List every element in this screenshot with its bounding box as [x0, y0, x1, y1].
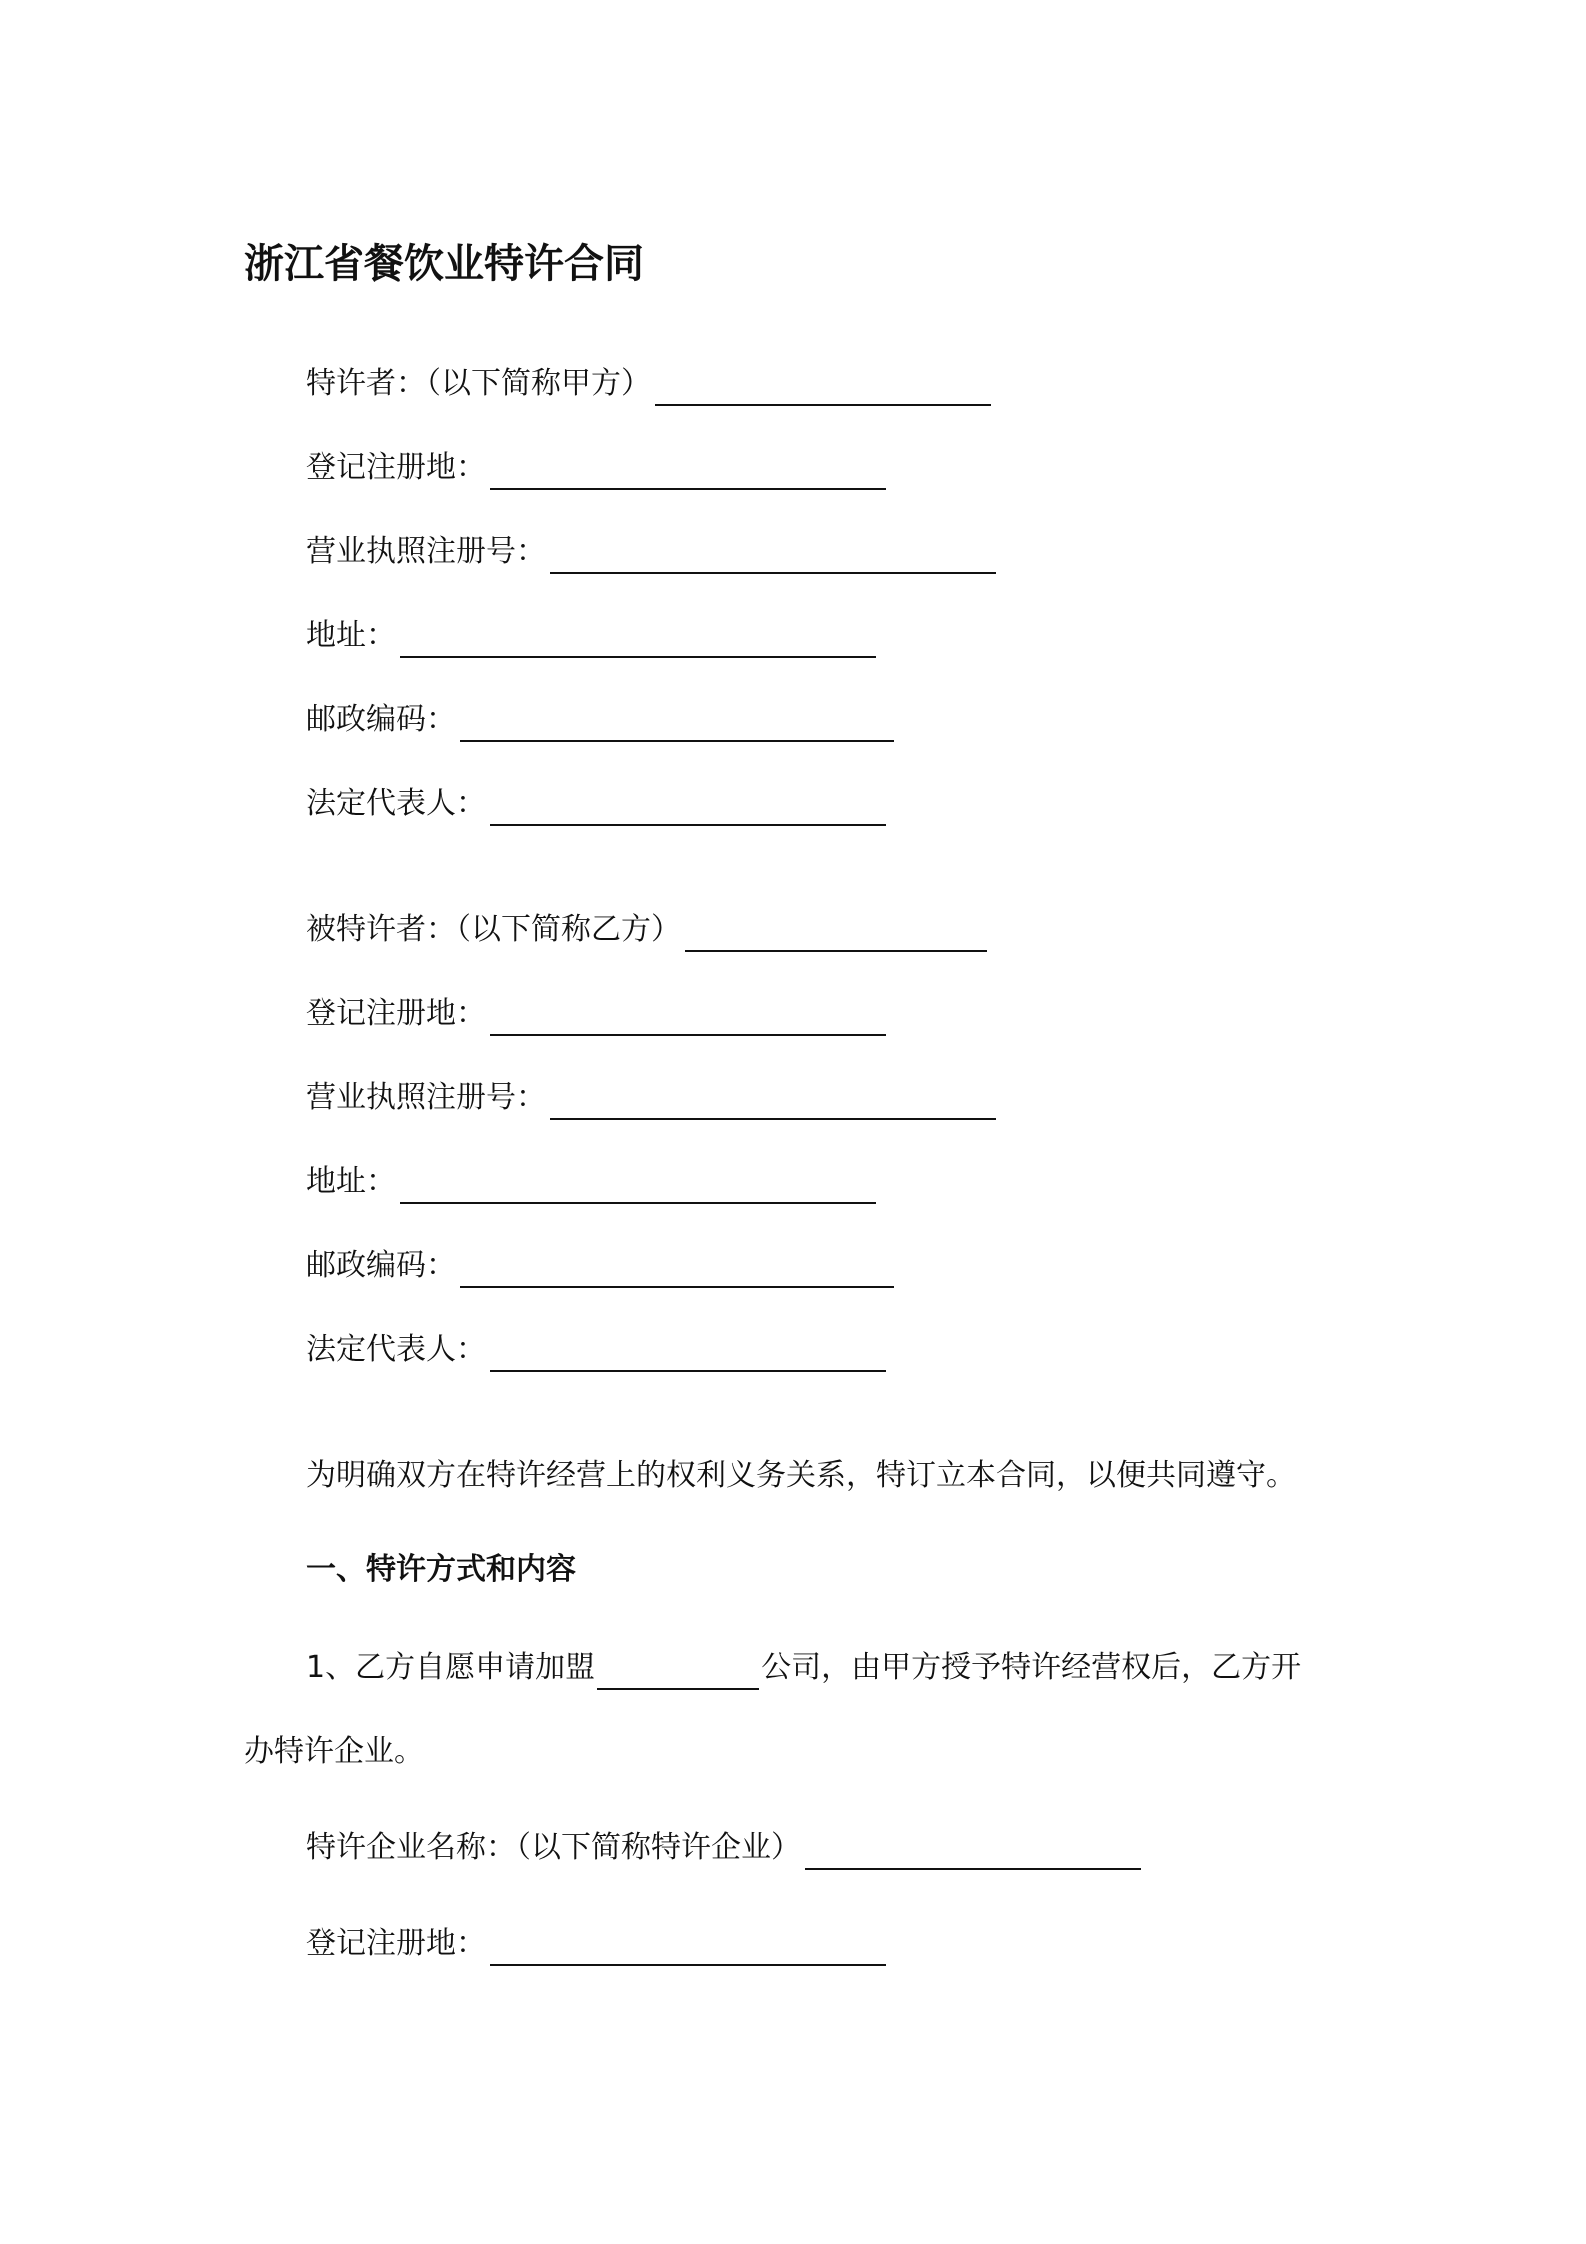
party-b-franchisee-label: 被特许者：（以下简称乙方） — [306, 912, 681, 947]
party-b-legal-representative-blank[interactable] — [490, 1334, 886, 1372]
party-b-registration-place-blank[interactable] — [490, 998, 886, 1036]
party-b-franchisee-blank[interactable] — [685, 914, 987, 952]
party-b-legal-representative-line — [306, 1328, 886, 1372]
party-a-registration-place-blank[interactable] — [490, 452, 886, 490]
clause-1-part2: 公司，由甲方授予特许经营权后，乙方开 — [761, 1650, 1302, 1685]
clause-1-part1: 1、乙方自愿申请加盟 — [306, 1650, 596, 1685]
enterprise-registration-place-blank[interactable] — [490, 1928, 886, 1966]
intro-paragraph: 为明确双方在特许经营上的权利义务关系，特订立本合同，以便共同遵守。 — [306, 1458, 1296, 1493]
party-a-franchisor-label: 特许者：（以下简称甲方） — [306, 366, 651, 401]
party-a-address-line — [306, 614, 876, 658]
party-a-postal-code-blank[interactable] — [460, 704, 894, 742]
party-a-legal-representative-line — [306, 782, 886, 826]
enterprise-registration-place-line — [306, 1922, 886, 1966]
party-a-legal-representative-label: 法定代表人： — [306, 786, 486, 821]
party-a-license-number-label: 营业执照注册号： — [306, 534, 546, 569]
enterprise-name-line — [306, 1826, 1141, 1870]
clause-1-company-blank[interactable] — [597, 1654, 759, 1690]
party-b-registration-place-line — [306, 992, 886, 1036]
party-a-address-blank[interactable] — [400, 620, 876, 658]
party-b-postal-code-label: 邮政编码： — [306, 1248, 456, 1283]
section-1-heading: 一、特许方式和内容 — [306, 1552, 576, 1587]
party-b-license-number-label: 营业执照注册号： — [306, 1080, 546, 1115]
party-b-address-label: 地址： — [306, 1164, 396, 1199]
party-a-license-number-line — [306, 530, 996, 574]
party-a-franchisor-blank[interactable] — [655, 368, 991, 406]
party-b-address-line — [306, 1160, 876, 1204]
party-a-postal-code-label: 邮政编码： — [306, 702, 456, 737]
party-b-postal-code-line — [306, 1244, 894, 1288]
party-a-registration-place-label: 登记注册地： — [306, 450, 486, 485]
party-a-legal-representative-blank[interactable] — [490, 788, 886, 826]
party-b-address-blank[interactable] — [400, 1166, 876, 1204]
enterprise-name-label: 特许企业名称：（以下简称特许企业） — [306, 1830, 801, 1865]
party-b-franchisee-line — [306, 908, 987, 952]
clause-1-continuation: 办特许企业。 — [244, 1734, 424, 1769]
party-b-license-number-blank[interactable] — [550, 1082, 996, 1120]
party-b-legal-representative-label: 法定代表人： — [306, 1332, 486, 1367]
party-a-franchisor-line — [306, 362, 991, 406]
party-a-license-number-blank[interactable] — [550, 536, 996, 574]
party-a-address-label: 地址： — [306, 618, 396, 653]
document-title: 浙江省餐饮业特许合同 — [244, 241, 644, 287]
party-b-license-number-line — [306, 1076, 996, 1120]
enterprise-registration-place-label: 登记注册地： — [306, 1926, 486, 1961]
party-a-registration-place-line — [306, 446, 886, 490]
party-a-postal-code-line — [306, 698, 894, 742]
enterprise-name-blank[interactable] — [805, 1832, 1141, 1870]
clause-1-line — [306, 1646, 1301, 1690]
party-b-registration-place-label: 登记注册地： — [306, 996, 486, 1031]
party-b-postal-code-blank[interactable] — [460, 1250, 894, 1288]
